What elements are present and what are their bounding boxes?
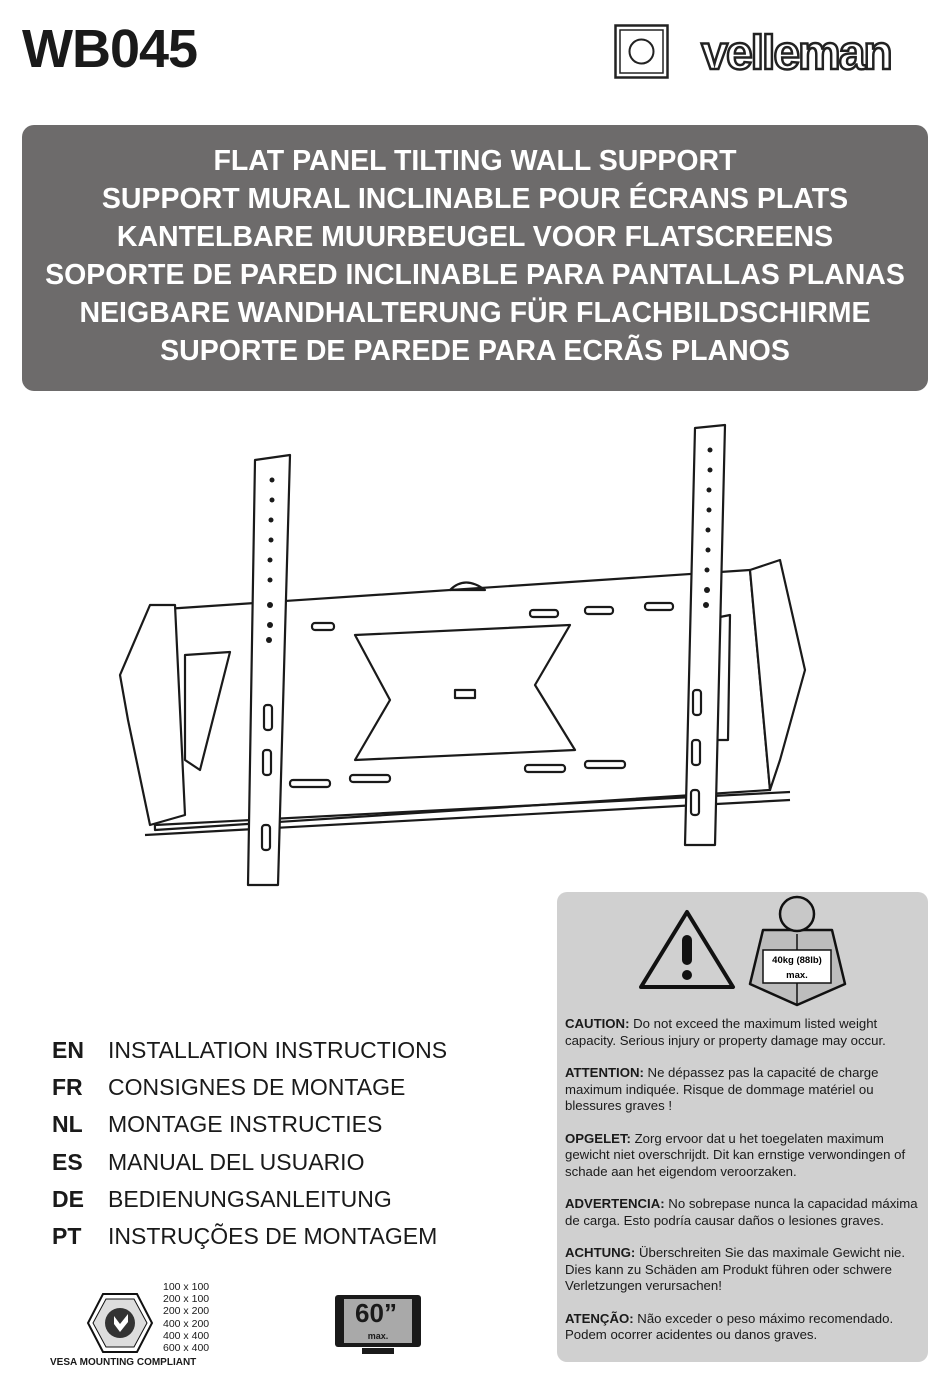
- language-item: [52, 1186, 447, 1223]
- screen-max: max.: [367, 1331, 389, 1341]
- title-en: FLAT PANEL TILTING WALL SUPPORT: [213, 145, 737, 177]
- velleman-logo: [614, 24, 928, 80]
- title-pt: SUPORTE DE PAREDE PARA ECRÃS PLANOS: [160, 335, 790, 367]
- language-item: [52, 1037, 447, 1074]
- language-label: BEDIENUNGSANLEITUNG: [108, 1185, 392, 1212]
- title-nl: KANTELBARE MUURBEUGEL VOOR FLATSCREENS: [116, 221, 834, 253]
- language-label: CONSIGNES DE MONTAGE: [108, 1074, 406, 1101]
- warning-panel: [557, 892, 928, 1362]
- warning-es: ADVERTENCIA: No sobrepase nunca la capacidad máxima de carga. Esto podría causar daños o lesiones graves.: [565, 1196, 918, 1228]
- vesa-badge-label: VESA MOUNTING COMPLIANT: [50, 1357, 197, 1368]
- title-banner: [22, 125, 928, 391]
- language-item: [52, 1074, 447, 1111]
- language-code: ES: [52, 1148, 83, 1175]
- vesa-sizes: [163, 1281, 209, 1354]
- title-es: SOPORTE DE PARED INCLINABLE PARA PANTALLAS PLANAS: [45, 259, 905, 291]
- vesa-size: 200 x 100: [163, 1293, 210, 1306]
- language-item: [52, 1149, 447, 1186]
- language-label: MONTAGE INSTRUCTIES: [108, 1111, 383, 1138]
- vesa-size: 200 x 200: [163, 1305, 210, 1318]
- language-label: INSTALLATION INSTRUCTIONS: [108, 1037, 448, 1063]
- language-code: EN: [52, 1037, 84, 1063]
- weight-max: max.: [786, 970, 808, 981]
- language-code: DE: [52, 1185, 84, 1212]
- warning-triangle-icon: [637, 907, 737, 992]
- model-number: WB045: [22, 19, 198, 79]
- vesa-size: 100 x 100: [163, 1281, 210, 1293]
- language-item: [52, 1223, 447, 1260]
- warning-en: CAUTION: Do not exceed the maximum listed weight capacity. Serious injury or property damage may occur.: [565, 1016, 886, 1048]
- brand-name: velleman: [701, 27, 891, 80]
- language-item: [52, 1111, 447, 1148]
- language-code: NL: [52, 1111, 83, 1138]
- screen-size: 60”: [355, 1298, 397, 1328]
- vesa-size: 600 x 400: [163, 1342, 210, 1355]
- language-code: PT: [52, 1222, 82, 1249]
- warning-fr: ATTENTION: Ne dépassez pas la capacité de charge maximum indiquée. Risque de dommage matériel ou blessures graves !: [565, 1065, 879, 1113]
- warning-de: ACHTUNG: Überschreiten Sie das maximale Gewicht nie. Dies kann zu Schäden am Produkt führen oder schwere Verletzungen verursachen!: [565, 1245, 906, 1293]
- warning-nl: OPGELET: Zorg ervoor dat u het toegelaten maximum gewicht niet overschrijdt. Dit kan ernstige verwondingen of schade aan het eigendom veroorzaken.: [565, 1130, 906, 1179]
- language-code: FR: [52, 1074, 83, 1101]
- title-fr: SUPPORT MURAL INCLINABLE POUR ÉCRANS PLATS: [101, 183, 849, 215]
- vesa-size: 400 x 400: [163, 1329, 210, 1342]
- max-screen-size-icon: [334, 1294, 422, 1356]
- language-label: MANUAL DEL USUARIO: [108, 1148, 365, 1175]
- warning-pt: ATENÇÃO: Não exceder o peso máximo recomendado. Podem ocorrer acidentes ou danos graves.: [565, 1310, 894, 1342]
- vesa-size: 400 x 200: [163, 1317, 210, 1330]
- wall-bracket-illustration: [110, 420, 820, 890]
- language-label: INSTRUÇÕES DE MONTAGEM: [108, 1222, 438, 1249]
- language-list: [52, 1037, 447, 1260]
- vesa-compliant-badge-icon: [86, 1292, 154, 1354]
- weight-load: 40kg (88lb): [772, 955, 822, 966]
- title-de: NEIGBARE WANDHALTERUNG FÜR FLACHBILDSCHIRME: [79, 297, 871, 329]
- weight-icon: [745, 892, 850, 1008]
